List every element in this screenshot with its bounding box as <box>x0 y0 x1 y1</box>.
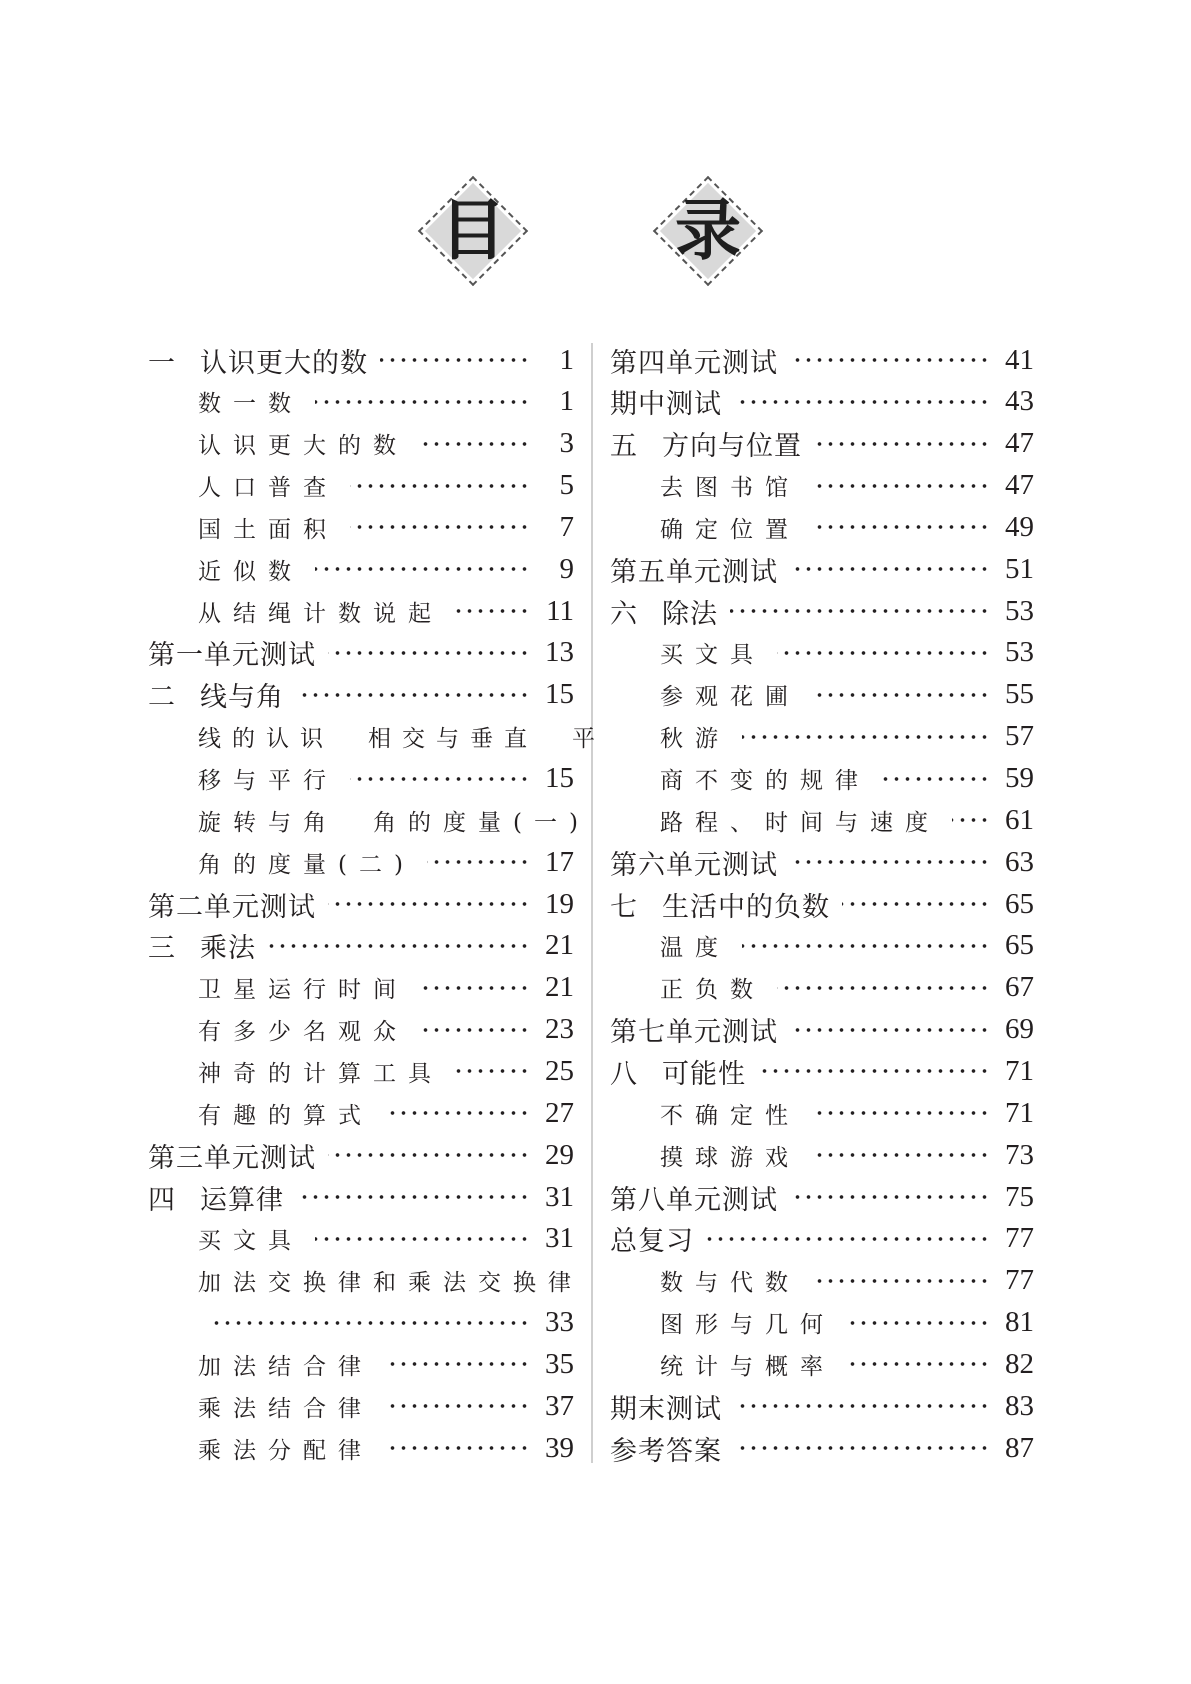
dot-leader <box>385 1092 530 1134</box>
dot-leader <box>268 925 530 967</box>
toc-entry[interactable] <box>610 423 1034 465</box>
toc-entry[interactable] <box>198 841 574 883</box>
toc-entry-label: 第四单元测试 <box>610 347 778 379</box>
title-char-lu: 录 <box>675 192 741 269</box>
toc-entry-label: 买文具 <box>660 642 765 669</box>
chapter-number: 八 <box>610 1058 637 1090</box>
dot-leader <box>812 465 990 507</box>
page-number: 41 <box>1005 343 1034 376</box>
toc-entry[interactable] <box>660 799 1034 841</box>
toc-entry[interactable] <box>198 967 574 1009</box>
page-number: 9 <box>559 552 574 585</box>
chapter-number: 三 <box>148 933 175 965</box>
toc-entry-label: 从结绳计数说起 <box>198 600 443 627</box>
toc-entry[interactable] <box>610 841 1034 883</box>
page-number: 35 <box>545 1347 574 1380</box>
toc-entry-label: 买文具 <box>198 1228 303 1255</box>
toc-entry-label: 第五单元测试 <box>610 556 778 588</box>
page-number: 23 <box>545 1013 574 1046</box>
dot-leader <box>706 1218 990 1260</box>
page-number: 71 <box>1005 1096 1034 1129</box>
toc-entry[interactable] <box>198 716 595 758</box>
toc-entry[interactable] <box>660 1134 1034 1176</box>
dot-leader <box>742 925 990 967</box>
toc-entry[interactable] <box>610 339 1034 381</box>
dot-leader <box>812 1260 990 1302</box>
chapter-number: 一 <box>148 347 175 379</box>
page-number: 1 <box>559 343 574 376</box>
toc-entry-label: 近似数 <box>198 558 303 585</box>
chapter-number: 六 <box>610 598 637 630</box>
toc-entry-label: 图形与几何 <box>660 1312 835 1339</box>
toc-entry[interactable] <box>660 465 1034 507</box>
toc-entry-label: 数一数 <box>198 391 303 418</box>
toc-entry[interactable] <box>660 925 1034 967</box>
page-number: 57 <box>1005 720 1034 753</box>
toc-entry[interactable] <box>198 1050 574 1092</box>
chapter-number: 二 <box>148 682 175 714</box>
page-number: 65 <box>1005 887 1034 920</box>
toc-entry-label: 秋游 <box>660 726 730 753</box>
toc-entry-label: 角的度量(二) <box>198 851 415 878</box>
page-number: 87 <box>1005 1431 1034 1464</box>
toc-entry[interactable] <box>198 1218 574 1260</box>
dot-leader <box>730 590 990 632</box>
toc-entry-label: 正负数 <box>660 977 765 1004</box>
toc-entry-label: 乘法结合律 <box>198 1395 373 1422</box>
page-number: 73 <box>1005 1138 1034 1171</box>
page-number: 29 <box>545 1138 574 1171</box>
dot-leader <box>790 548 990 590</box>
toc-entry-label: 有多少名观众 <box>198 1019 408 1046</box>
toc-entry[interactable] <box>660 632 1034 674</box>
dot-leader <box>455 1050 530 1092</box>
dot-leader <box>208 1302 530 1344</box>
toc-entry[interactable] <box>660 1302 1034 1344</box>
toc-entry[interactable] <box>198 1427 574 1469</box>
chapter-number: 四 <box>148 1184 175 1216</box>
page-number: 69 <box>1005 1013 1034 1046</box>
dot-leader <box>758 1050 990 1092</box>
dot-leader <box>315 1218 530 1260</box>
toc-entry[interactable] <box>610 1427 1034 1469</box>
page-number: 51 <box>1005 552 1034 585</box>
toc-entry-label: 线与角 <box>200 682 284 714</box>
toc-entry-label: 确定位置 <box>660 516 800 543</box>
page-number: 19 <box>545 887 574 920</box>
page-number: 43 <box>1005 385 1034 418</box>
toc-entry-label: 乘法分配律 <box>198 1437 373 1464</box>
page-number: 25 <box>545 1054 574 1087</box>
toc-entry-label: 第六单元测试 <box>610 849 778 881</box>
toc-entry[interactable] <box>198 590 574 632</box>
toc-entry[interactable] <box>610 883 1034 925</box>
page-number: 13 <box>545 636 574 669</box>
page-number: 39 <box>545 1431 574 1464</box>
dot-leader <box>420 1009 530 1051</box>
dot-leader <box>385 1343 530 1385</box>
dot-leader <box>842 883 990 925</box>
toc-entry-label: 运算律 <box>200 1184 284 1216</box>
toc-entry[interactable] <box>198 465 574 507</box>
page-number: 63 <box>1005 845 1034 878</box>
page-number: 15 <box>545 762 574 794</box>
dot-leader <box>380 339 530 381</box>
dot-leader <box>742 716 990 758</box>
toc-entry-label: 总复习 <box>610 1226 694 1258</box>
dot-leader <box>296 1176 530 1218</box>
toc-entry[interactable] <box>610 1218 1034 1260</box>
toc-entry[interactable] <box>198 1343 574 1385</box>
toc-entry-label: 生活中的负数 <box>662 891 830 923</box>
toc-entry[interactable] <box>198 506 574 548</box>
page-number: 61 <box>1005 803 1034 836</box>
page-number: 27 <box>545 1096 574 1129</box>
toc-entry-label: 神奇的计算工具 <box>198 1060 443 1087</box>
toc-entry-label: 期中测试 <box>610 389 722 421</box>
dot-leader <box>882 758 990 800</box>
toc-entry-label: 第七单元测试 <box>610 1017 778 1049</box>
toc-entry-label: 有趣的算式 <box>198 1102 373 1129</box>
toc-entry[interactable] <box>198 1009 574 1051</box>
dot-leader <box>296 674 530 716</box>
dot-leader <box>790 339 990 381</box>
toc-entry-label: 国土面积 <box>198 516 338 543</box>
toc-entry-label: 方向与位置 <box>662 431 802 463</box>
page-number: 15 <box>545 678 574 711</box>
toc-entry-label: 参观花圃 <box>660 684 800 711</box>
page-number: 7 <box>559 510 574 543</box>
dot-leader <box>420 423 530 465</box>
page-number: 47 <box>1005 469 1034 502</box>
dot-leader <box>350 758 530 800</box>
toc-entry[interactable] <box>610 381 1034 423</box>
dot-leader <box>734 1427 990 1469</box>
toc-entry[interactable] <box>660 1343 1034 1385</box>
toc-entry[interactable] <box>610 1050 1034 1092</box>
page-number: 47 <box>1005 427 1034 460</box>
page-number: 53 <box>1005 636 1034 669</box>
toc-entry[interactable] <box>198 423 574 465</box>
page-number: 75 <box>1005 1180 1034 1213</box>
toc-entry-label: 加法结合律 <box>198 1353 373 1380</box>
page-number: 81 <box>1005 1306 1034 1339</box>
toc-entry-label: 卫星运行时间 <box>198 977 408 1004</box>
toc-entry[interactable] <box>660 1092 1034 1134</box>
toc-entry[interactable] <box>198 1385 574 1427</box>
toc-entry[interactable] <box>148 674 574 716</box>
dot-leader <box>790 1176 990 1218</box>
toc-entry[interactable] <box>148 339 574 381</box>
page-number: 11 <box>546 594 574 627</box>
toc-entry-label: 第八单元测试 <box>610 1184 778 1216</box>
dot-leader <box>952 799 990 841</box>
page-number: 3 <box>559 427 574 460</box>
toc-entry-label: 线的认识 相交与垂直 <box>198 726 572 753</box>
dot-leader <box>328 1134 530 1176</box>
dot-leader <box>427 841 530 883</box>
page-number: 31 <box>545 1180 574 1213</box>
toc-entry[interactable] <box>198 1092 574 1134</box>
title-mu <box>425 183 521 279</box>
dot-leader <box>420 967 530 1009</box>
page-number: 21 <box>545 971 574 1004</box>
page-number: 77 <box>1005 1264 1034 1297</box>
toc-entry-label: 路程、时间与速度 <box>660 809 940 836</box>
toc-entry[interactable] <box>148 883 574 925</box>
toc-entry[interactable] <box>610 590 1034 632</box>
toc-entry-label: 移与平行 <box>198 768 338 794</box>
dot-leader <box>734 1385 990 1427</box>
toc-entry[interactable] <box>610 548 1034 590</box>
dot-leader <box>328 632 530 674</box>
toc-entry-label: 温度 <box>660 935 730 962</box>
toc-entry-label: 认识更大的数 <box>198 433 408 460</box>
page-number: 49 <box>1005 510 1034 543</box>
dot-leader <box>812 1134 990 1176</box>
page-number: 83 <box>1005 1389 1034 1422</box>
dot-leader <box>350 465 530 507</box>
toc-entry-label: 第三单元测试 <box>148 1142 316 1174</box>
toc-entry[interactable] <box>198 758 574 800</box>
page-number: 59 <box>1005 762 1034 794</box>
toc-entry[interactable] <box>198 548 574 590</box>
toc-entry[interactable] <box>660 674 1034 716</box>
toc-entry-label: 数与代数 <box>660 1270 800 1297</box>
toc-entry[interactable] <box>660 1260 1034 1302</box>
toc-entry-label: 第一单元测试 <box>148 640 316 672</box>
dot-leader <box>734 381 990 423</box>
dot-leader <box>847 1302 990 1344</box>
page-number: 31 <box>545 1222 574 1255</box>
toc-entry-label: 去图书馆 <box>660 475 800 502</box>
toc-entry[interactable] <box>660 967 1034 1009</box>
chapter-number: 七 <box>610 891 637 923</box>
dot-leader <box>328 883 530 925</box>
toc-entry-label-tail: 平 <box>572 726 595 753</box>
toc-entry-label: 乘法 <box>200 933 256 965</box>
toc-entry-label: 旋转与角 角的度量(一) <box>198 809 590 836</box>
toc-entry-label: 加法交换律和乘法交换律 <box>198 1270 583 1297</box>
page-number: 53 <box>1005 594 1034 627</box>
dot-leader <box>315 548 530 590</box>
page-number: 77 <box>1005 1222 1034 1255</box>
toc-entry[interactable] <box>660 758 1034 800</box>
dot-leader <box>777 632 990 674</box>
toc-entry[interactable] <box>660 716 1034 758</box>
dot-leader <box>812 1092 990 1134</box>
toc-entry-label: 摸球游戏 <box>660 1144 800 1171</box>
dot-leader <box>777 967 990 1009</box>
toc-entry-label: 商不变的规律 <box>660 768 870 794</box>
title-lu <box>660 183 756 279</box>
dot-leader <box>385 1427 530 1469</box>
page-number: 33 <box>545 1306 574 1339</box>
column-divider <box>591 343 593 1463</box>
toc-entry-label: 统计与概率 <box>660 1353 835 1380</box>
chapter-number: 五 <box>610 431 637 463</box>
toc-entry[interactable] <box>198 799 590 841</box>
page-number: 55 <box>1005 678 1034 711</box>
toc-entry-label: 认识更大的数 <box>200 347 368 379</box>
toc-entry[interactable] <box>148 1176 574 1218</box>
toc-entry-label: 第二单元测试 <box>148 891 316 923</box>
toc-entry-label: 期末测试 <box>610 1393 722 1425</box>
toc-entry[interactable] <box>610 1385 1034 1427</box>
toc-entry-label: 除法 <box>662 598 718 630</box>
page-number: 17 <box>545 845 574 878</box>
toc-entry[interactable] <box>660 506 1034 548</box>
dot-leader <box>812 674 990 716</box>
toc-entry[interactable] <box>198 381 574 423</box>
dot-leader <box>455 590 530 632</box>
dot-leader <box>790 841 990 883</box>
dot-leader <box>385 1385 530 1427</box>
title-char-mu: 目 <box>440 192 506 269</box>
toc-entry[interactable] <box>148 1134 574 1176</box>
page-number: 1 <box>559 385 574 418</box>
page-number: 67 <box>1005 971 1034 1004</box>
dot-leader <box>790 1009 990 1051</box>
dot-leader <box>814 423 990 465</box>
toc-entry[interactable] <box>148 925 574 967</box>
page-number: 65 <box>1005 929 1034 962</box>
toc-entry-label: 参考答案 <box>610 1435 722 1467</box>
page-number: 21 <box>545 929 574 962</box>
dot-leader <box>812 506 990 548</box>
toc-entry[interactable] <box>198 1302 574 1344</box>
toc-entry-label: 可能性 <box>662 1058 746 1090</box>
toc-entry-label: 人口普查 <box>198 475 338 502</box>
dot-leader <box>315 381 530 423</box>
toc-entry-label: 不确定性 <box>660 1102 800 1129</box>
toc-entry[interactable] <box>148 632 574 674</box>
page-number: 37 <box>545 1389 574 1422</box>
toc-entry[interactable] <box>610 1176 1034 1218</box>
page-number: 71 <box>1005 1054 1034 1087</box>
page-number: 82 <box>1005 1347 1034 1380</box>
dot-leader <box>847 1343 990 1385</box>
toc-entry[interactable] <box>610 1009 1034 1051</box>
dot-leader <box>350 506 530 548</box>
toc-entry[interactable] <box>198 1260 583 1302</box>
page-number: 5 <box>559 469 574 502</box>
